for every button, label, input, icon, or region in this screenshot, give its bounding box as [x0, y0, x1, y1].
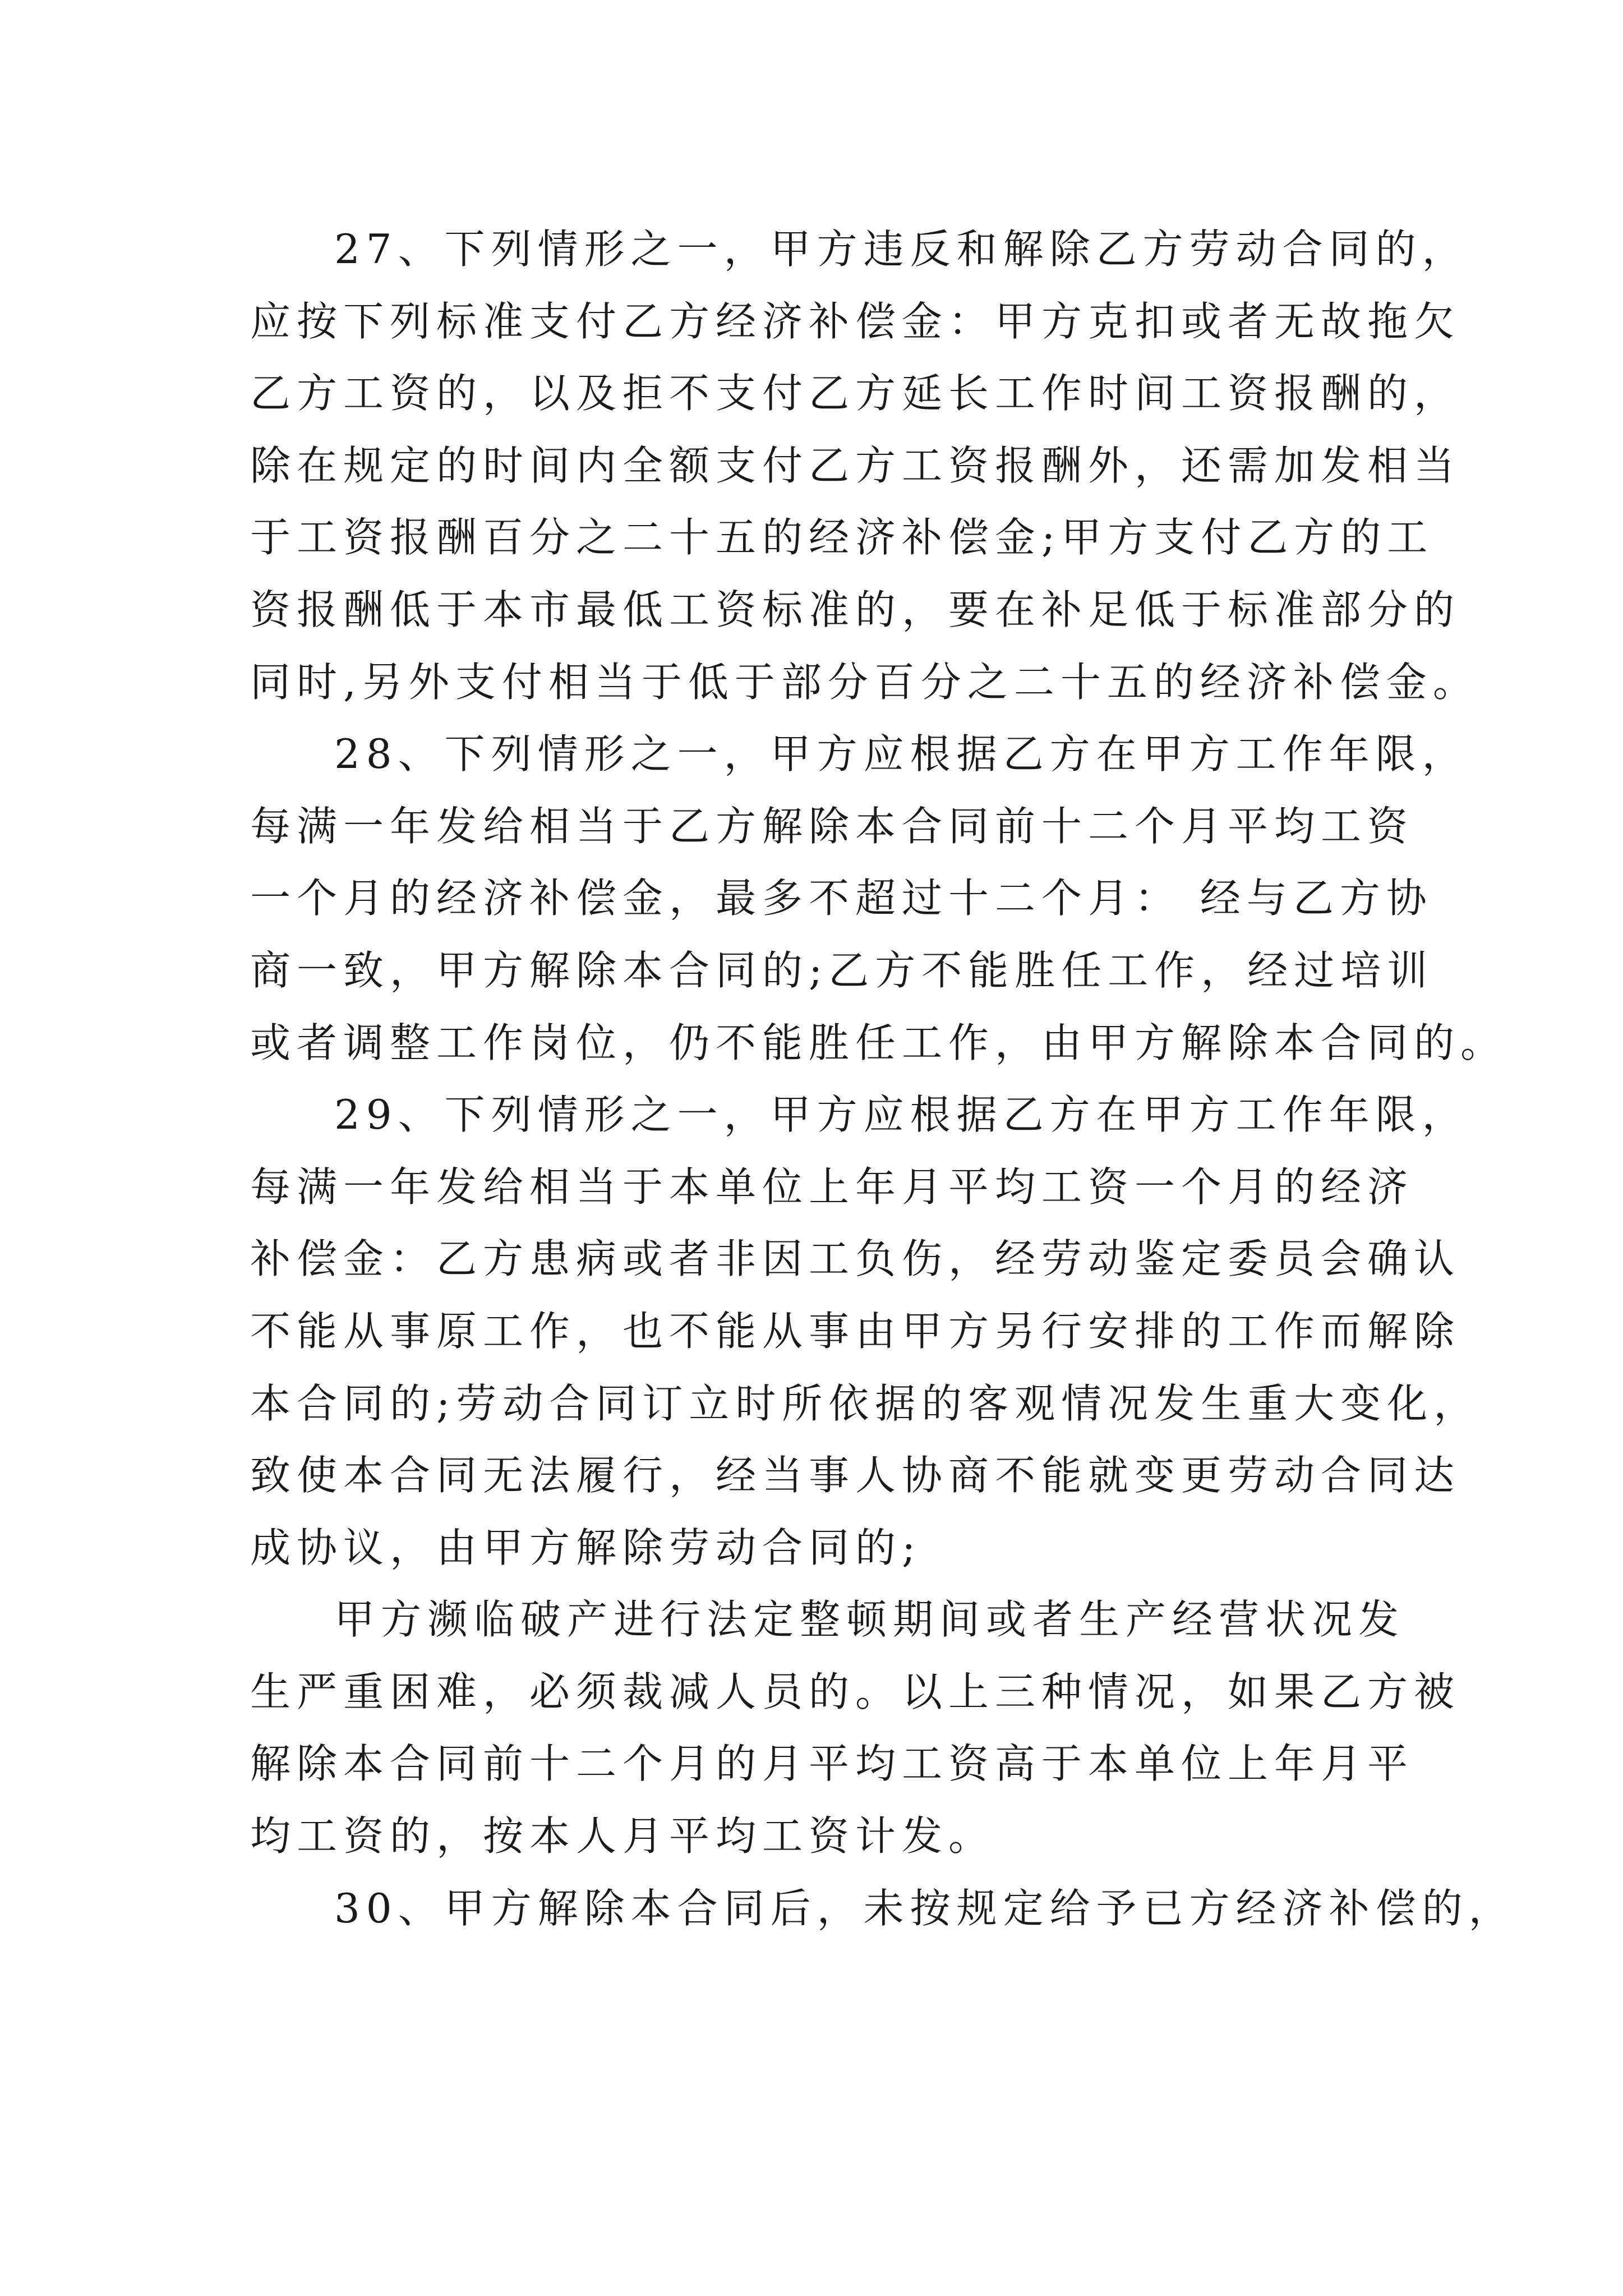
clause-29-line-4: 不能从事原工作，也不能从事由甲方另行安排的工作而解除 [250, 1307, 1461, 1355]
clause-29-line-2: 每满一年发给相当于本单位上年月平均工资一个月的经济 [250, 1163, 1414, 1211]
clause-29-line-5: 本合同的;劳动合同订立时所依据的客观情况发生重大变化， [250, 1379, 1481, 1427]
clause-28-line-4: 商一致，甲方解除本合同的;乙方不能胜任工作，经过培训 [250, 946, 1434, 994]
clause-29-para-2-line-2: 生严重困难，必须裁减人员的。以上三种情况，如果乙方被 [250, 1668, 1461, 1715]
clause-27-line-3: 乙方工资的，以及拒不支付乙方延长工作时间工资报酬的， [250, 370, 1461, 417]
clause-28-line-5: 或者调整工作岗位，仍不能胜任工作，由甲方解除本合同的。 [250, 1019, 1507, 1066]
clause-27-line-1: 27、下列情形之一，甲方违反和解除乙方劳动合同的， [334, 226, 1469, 273]
clause-29-line-3: 补偿金：乙方患病或者非因工负伤，经劳动鉴定委员会确认 [250, 1235, 1461, 1283]
clause-29-para-2-line-1: 甲方濒临破产进行法定整顿期间或者生产经营状况发 [334, 1596, 1405, 1644]
clause-29-line-7: 成协议，由甲方解除劳动合同的; [250, 1524, 922, 1571]
clause-27-line-7: 同时,另外支付相当于低于部分百分之二十五的经济补偿金。 [250, 658, 1479, 706]
clause-30-line-1: 30、甲方解除本合同后，未按规定给予已方经济补偿的， [334, 1884, 1515, 1932]
clause-27-line-6: 资报酬低于本市最低工资标准的，要在补足低于标准部分的 [250, 586, 1461, 633]
clause-27-line-2: 应按下列标准支付乙方经济补偿金：甲方克扣或者无故拖欠 [250, 297, 1461, 345]
clause-29-para-2-line-3: 解除本合同前十二个月的月平均工资高于本单位上年月平 [250, 1740, 1414, 1788]
clause-28-line-2: 每满一年发给相当于乙方解除本合同前十二个月平均工资 [250, 802, 1414, 850]
clause-28-line-1: 28、下列情形之一，甲方应根据乙方在甲方工作年限， [334, 730, 1469, 778]
document-body [250, 213, 1515, 1944]
clause-28-line-3: 一个月的经济补偿金，最多不超过十二个月： 经与乙方协 [250, 875, 1433, 922]
clause-29-line-6: 致使本合同无法履行，经当事人协商不能就变更劳动合同达 [250, 1452, 1461, 1499]
clause-29-line-1: 29、下列情形之一，甲方应根据乙方在甲方工作年限， [334, 1091, 1469, 1139]
clause-27-line-5: 于工资报酬百分之二十五的经济补偿金;甲方支付乙方的工 [250, 514, 1434, 562]
clause-27-line-4: 除在规定的时间内全额支付乙方工资报酬外，还需加发相当 [250, 441, 1461, 489]
clause-29-para-2-line-4: 均工资的，按本人月平均工资计发。 [250, 1812, 995, 1860]
